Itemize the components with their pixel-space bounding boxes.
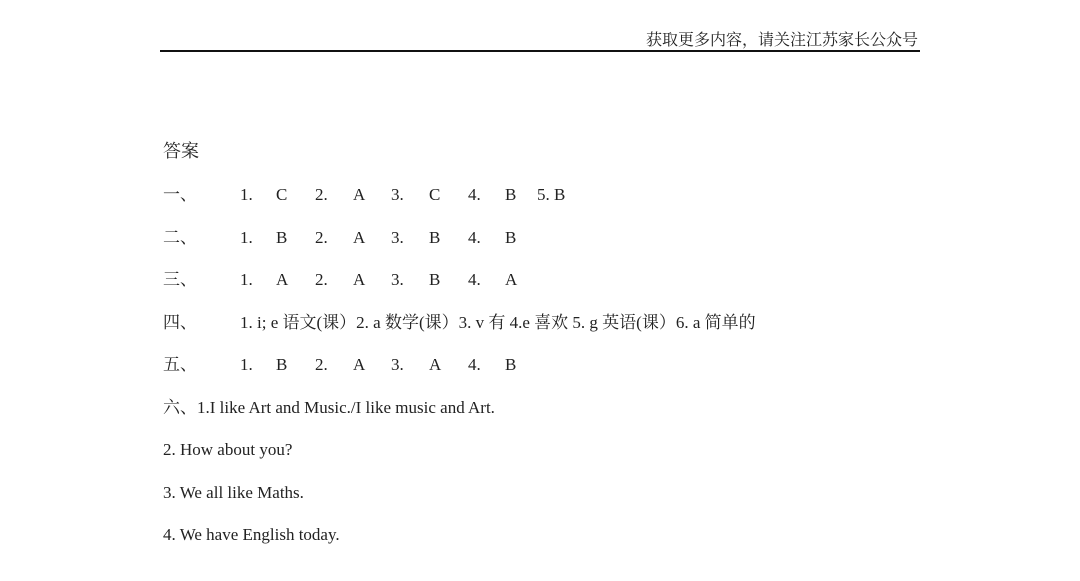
answer-label: 2. [315,355,328,374]
answer-value: B [505,355,517,374]
answer-value: A [353,228,366,247]
section-number: 五、 [163,355,197,375]
header-rule [160,50,920,52]
answer-value: B [429,228,441,247]
answer-label: 4. [468,185,481,204]
answer-value: B [429,270,441,289]
answer-label: 5. B [537,185,566,204]
answer-value: A [429,355,442,374]
answer-label: 3. [391,270,404,289]
section-number: 二、 [163,228,197,248]
answer-value: B [505,228,517,247]
answer-value: A [353,185,366,204]
answer-line: 六、1.I like Art and Music./I like music and Art. [163,398,495,417]
answer-value: A [353,355,366,374]
section-text: 1. i; e 语文(课）2. a 数学(课）3. v 有 4.e 喜欢 5. g 英语(课）6. a 简单的 [240,313,756,332]
answer-label: 3. [391,355,404,374]
answer-label: 2. [315,228,328,247]
answer-value: C [276,185,288,204]
answer-label: 1. [240,270,253,289]
answer-label: 2. [315,270,328,289]
answer-value: B [276,228,288,247]
answer-label: 3. [391,228,404,247]
answer-label: 4. [468,228,481,247]
answer-line: 2. How about you? [163,440,293,459]
section-number: 三、 [163,270,197,290]
answer-label: 1. [240,185,253,204]
answer-value: C [429,185,441,204]
answer-label: 1. [240,355,253,374]
answer-label: 4. [468,355,481,374]
answer-line: 3. We all like Maths. [163,483,304,502]
answer-value: A [276,270,289,289]
section-number: 四、 [163,313,197,333]
answer-line: 4. We have English today. [163,525,340,544]
answer-value: A [505,270,518,289]
answer-label: 2. [315,185,328,204]
answer-label: 4. [468,270,481,289]
header-text: 获取更多内容，请关注江苏家长公众号 [645,30,918,49]
answer-label: 1. [240,228,253,247]
answer-value: B [276,355,288,374]
section-number: 一、 [163,185,197,205]
answer-value: A [353,270,366,289]
page-title: 答案 [163,141,199,162]
answer-value: B [505,185,517,204]
answer-label: 3. [391,185,404,204]
